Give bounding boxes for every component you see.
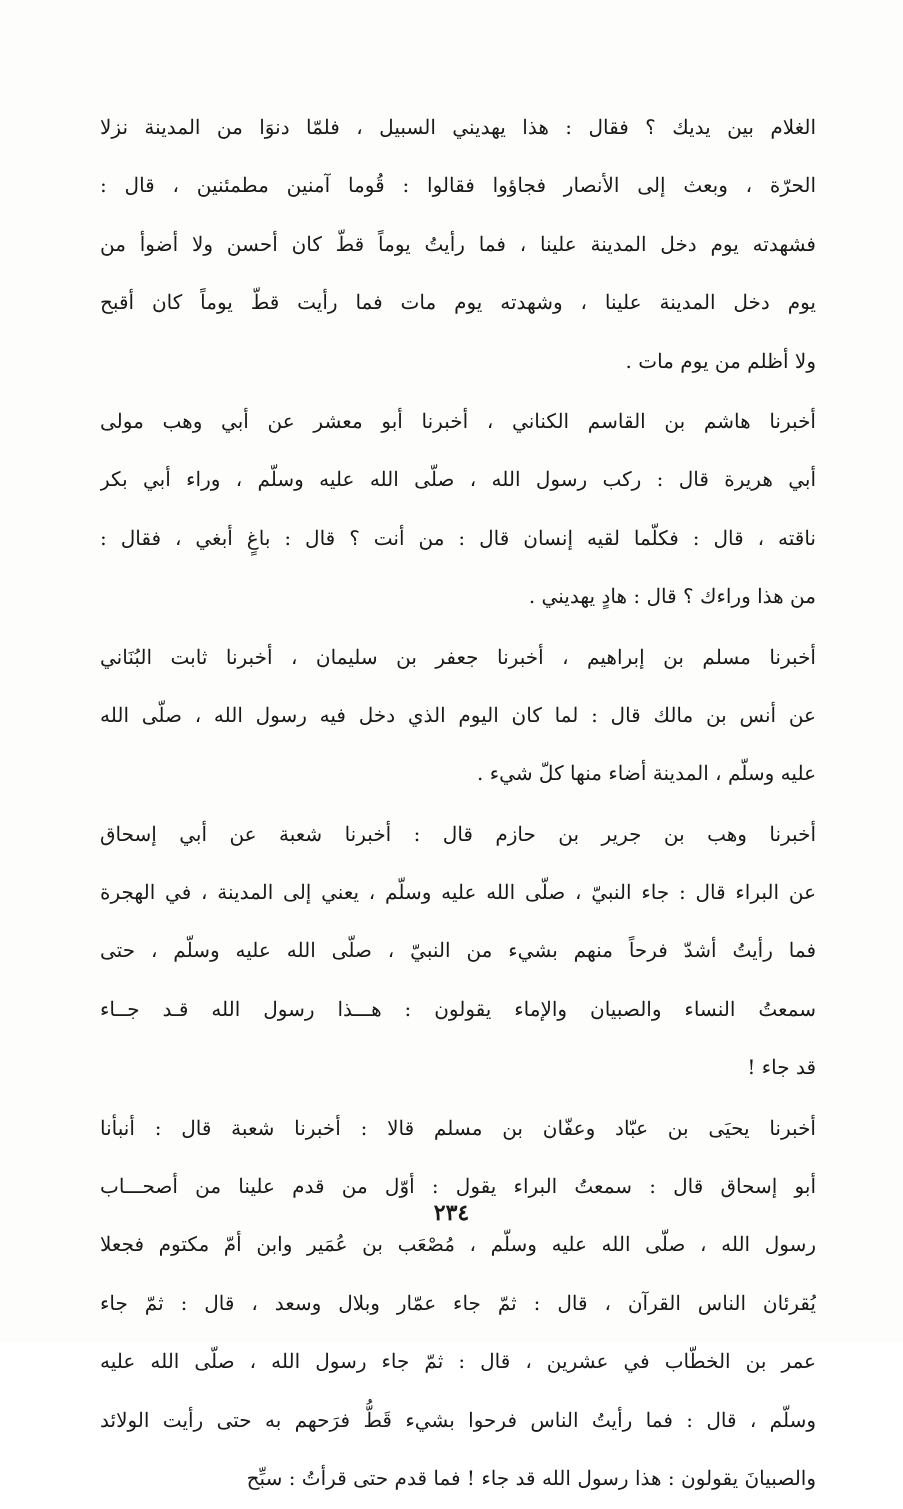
text-line: أبي هريرة قال : ركب رسول الله ، صلّى الله عليه وسلّم ، وراء أبي بكر: [100, 467, 816, 492]
paragraph: [100, 628, 816, 803]
text-line: أخبرنا يحيَى بن عبّاد وعفّان بن مسلم قالا : أخبرنا شعبة قال : أنبأنا: [100, 1115, 816, 1140]
text-line: ناقته ، قال : فكلّما لقيه إنسان قال : من أنت ؟ قال : باغٍ أبغي ، فقال :: [100, 525, 816, 550]
text-line: فشهدته يوم دخل المدينة علينا ، فما رأيتُ يوماً قطّ كان أحسن ولا أضوأ من: [100, 231, 816, 256]
text-line: من هذا وراءك ؟ قال : هادٍ يهديني .: [528, 584, 816, 609]
text-line: عمر بن الخطّاب في عشرين ، قال : ثمّ جاء رسول الله ، صلّى الله عليه: [100, 1349, 816, 1374]
paragraph: [100, 1099, 816, 1508]
text-line: وسلّم ، قال : فما رأيتُ الناس فرحوا بشيء قَطُّ فرَحهم به حتى رأيت الولائد: [100, 1407, 816, 1432]
text-line: والصبيانَ يقولون : هذا رسول الله قد جاء ! فما قدم حتى قرأتُ : سبِّح: [246, 1465, 816, 1490]
text-line: يُقرئان الناس القرآن ، قال : ثمّ جاء عمّار وبلال وسعد ، قال : ثمّ جاء: [100, 1290, 816, 1315]
text-line: رسول الله ، صلّى الله عليه وسلّم ، مُصْعَب بن عُمَير وابن أمّ مكتوم فجعلا: [100, 1232, 816, 1257]
paragraph: [100, 805, 816, 1097]
text-line: أخبرنا هاشم بن القاسم الكناني ، أخبرنا أبو معشر عن أبي وهب مولى: [100, 408, 816, 433]
page-number: ٢٣٤: [433, 1200, 470, 1226]
text-line: أخبرنا مسلم بن إبراهيم ، أخبرنا جعفر بن سليمان ، أخبرنا ثابت البُنَاني: [100, 644, 816, 669]
text-line: يوم دخل المدينة علينا ، وشهدته يوم مات فما رأيت قطّ يوماً كان أقبح: [100, 290, 816, 315]
text-line: فما رأيتُ أشدّ فرحاً منهم بشيء من النبيّ ، صلّى الله عليه وسلّم ، حتى: [100, 938, 816, 963]
text-line: أخبرنا وهب بن جرير بن حازم قال : أخبرنا شعبة عن أبي إسحاق: [100, 821, 816, 846]
text-line: الغلام بين يديك ؟ فقال : هذا يهديني السبيل ، فلمّا دنوَا من المدينة نزلا: [100, 115, 816, 139]
text-line: أبو إسحاق قال : سمعتُ البراء يقول : أوّل من قدم علينا من أصحـــاب: [100, 1174, 816, 1199]
paragraph: [100, 392, 816, 626]
text-line: عن البراء قال : جاء النبيّ ، صلّى الله عليه وسلّم ، يعني إلى المدينة ، في الهجرة: [100, 880, 816, 905]
text-line: عليه وسلّم ، المدينة أضاء منها كلّ شيء .: [477, 761, 816, 786]
text-line: قد جاء !: [747, 1055, 816, 1080]
text-line: الحرّة ، وبعث إلى الأنصار فجاؤوا فقالوا : قُوما آمنين مطمئنين ، قال :: [100, 173, 816, 198]
text-line: سمعتُ النساء والصبيان والإماء يقولون : هـــذا رسول الله قـد جــاء: [100, 996, 816, 1021]
text-line: ولا أظلم من يوم مات .: [625, 348, 816, 373]
text-line: عن أنس بن مالك قال : لما كان اليوم الذي دخل فيه رسول الله ، صلّى الله: [100, 702, 816, 727]
paragraph: [100, 98, 816, 390]
page-body-text: [100, 98, 816, 1509]
